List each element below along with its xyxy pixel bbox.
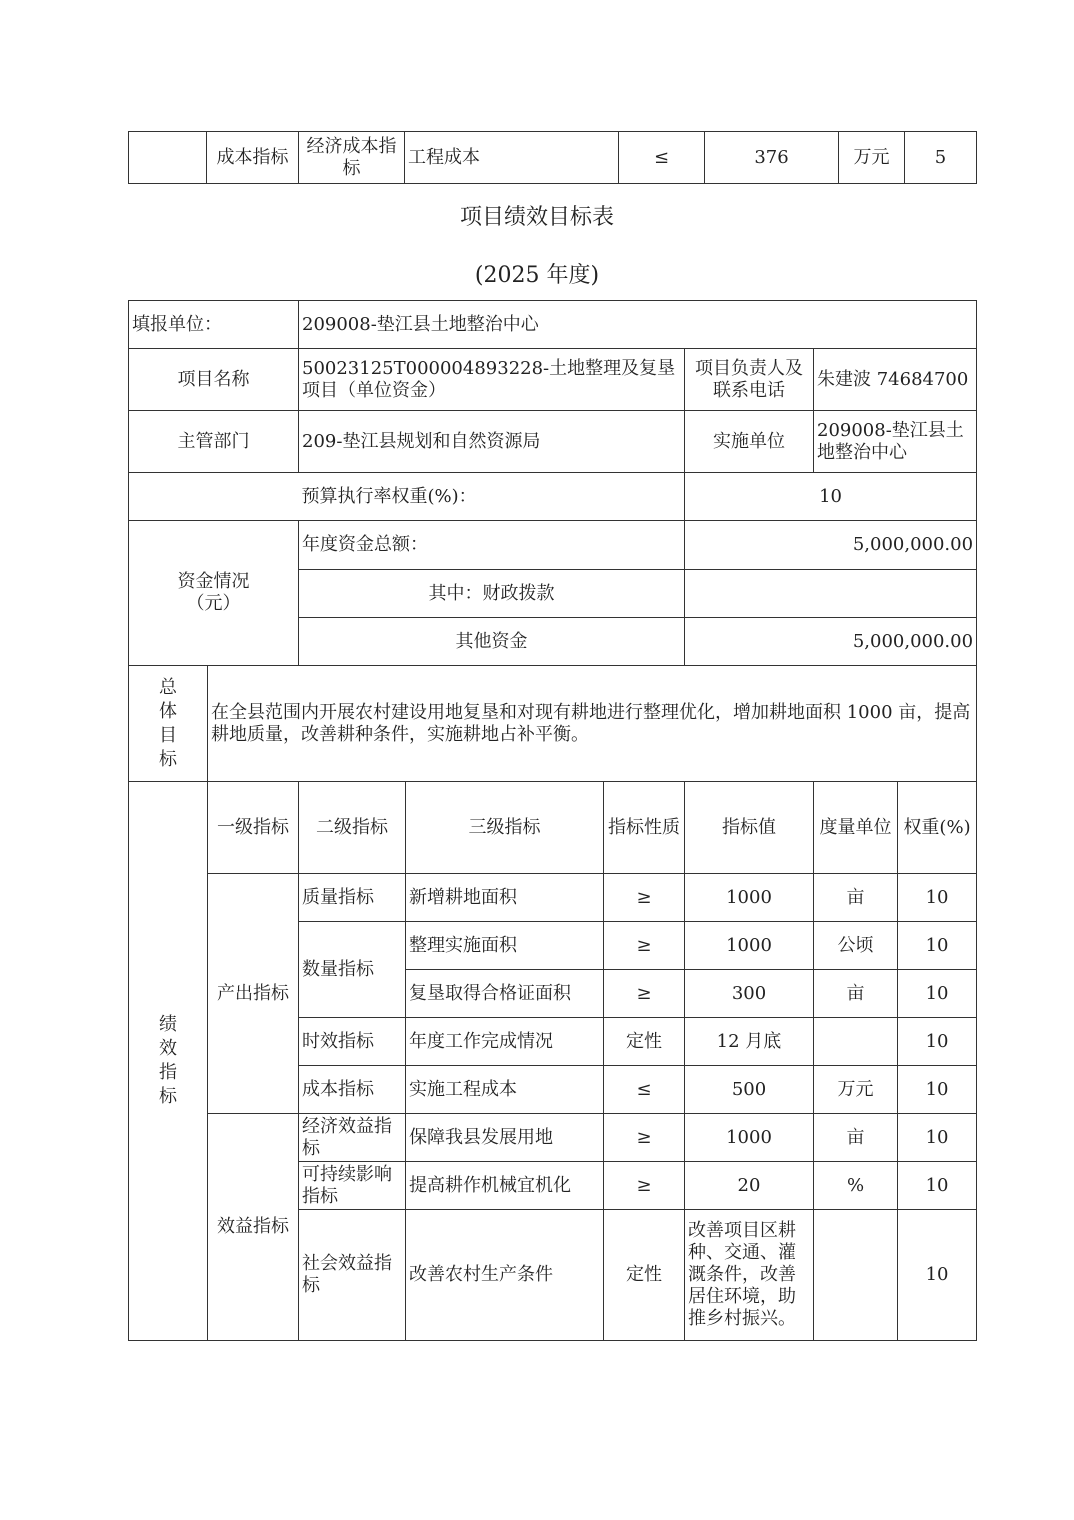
funds-other-label: 其他资金 <box>299 618 685 666</box>
project-name-value: 50023125T000004893228-土地整理及复垦项目（单位资金） <box>299 349 685 411</box>
project-name-label: 项目名称 <box>129 349 299 411</box>
weight-cell: 10 <box>898 922 977 970</box>
nature-cell: ≥ <box>604 922 685 970</box>
overall-goal-label: 总体目标 <box>129 666 208 782</box>
dept-value: 209-垫江县规划和自然资源局 <box>299 411 685 473</box>
performance-goal-table <box>128 300 977 1341</box>
weight-cell: 10 <box>898 1066 977 1114</box>
nature-cell: ≥ <box>604 970 685 1018</box>
funds-other-value: 5,000,000.00 <box>685 618 977 666</box>
unit-cell: 亩 <box>814 874 898 922</box>
unit-cell <box>814 1210 898 1341</box>
weight-cell: 10 <box>898 1210 977 1341</box>
level3-cell: 保障我县发展用地 <box>406 1114 604 1162</box>
funds-total-row <box>129 521 977 570</box>
header-weight: 权重(%) <box>898 782 977 874</box>
level3-cell: 新增耕地面积 <box>406 874 604 922</box>
funds-fiscal-label: 其中：财政拨款 <box>299 570 685 618</box>
contact-label: 项目负责人及联系电话 <box>685 349 814 411</box>
level2-cell: 社会效益指标 <box>299 1210 406 1341</box>
page-title: 项目绩效目标表 <box>459 205 614 230</box>
unit-cell: 亩 <box>814 970 898 1018</box>
indicator-header-row <box>129 782 977 874</box>
header-unit: 度量单位 <box>814 782 898 874</box>
funds-label: 资金情况（元） <box>129 521 299 666</box>
benefit-indicator-label: 效益指标 <box>208 1114 299 1341</box>
level2-cell: 成本指标 <box>299 1066 406 1114</box>
page-subtitle: (2025 年度) <box>474 263 600 288</box>
value-cell: 改善项目区耕种、交通、灌溉条件，改善居住环境，助推乡村振兴。 <box>685 1210 814 1341</box>
level3-cell: 经济成本指标 <box>299 132 405 184</box>
funds-total-value: 5,000,000.00 <box>685 521 977 570</box>
header-level1: 一级指标 <box>208 782 299 874</box>
continuation-table <box>128 131 977 184</box>
unit-cell: % <box>814 1162 898 1210</box>
weight-cell: 10 <box>898 1018 977 1066</box>
level2-cell: 质量指标 <box>299 874 406 922</box>
unit-cell: 万元 <box>814 1066 898 1114</box>
level2-cell: 数量指标 <box>299 922 406 1018</box>
nature-cell: 定性 <box>604 1018 685 1066</box>
unit-cell <box>814 1018 898 1066</box>
nature-cell: ≤ <box>604 1066 685 1114</box>
header-nature: 指标性质 <box>604 782 685 874</box>
performance-label: 绩效指标 <box>129 782 208 1341</box>
impl-unit-value: 209008-垫江县土地整治中心 <box>814 411 977 473</box>
nature-cell: 定性 <box>604 1210 685 1341</box>
nature-cell: ≥ <box>604 874 685 922</box>
contact-value: 朱建波 74684700 <box>814 349 977 411</box>
reporting-unit-value: 209008-垫江县土地整治中心 <box>299 301 977 349</box>
table-row <box>129 874 977 922</box>
budget-weight-label: 预算执行率权重(%)： <box>299 473 685 521</box>
value-cell: 20 <box>685 1162 814 1210</box>
unit-cell: 万元 <box>839 132 905 184</box>
funds-fiscal-value <box>685 570 977 618</box>
weight-cell: 5 <box>905 132 977 184</box>
level2-cell: 可持续影响指标 <box>299 1162 406 1210</box>
value-cell: 376 <box>705 132 839 184</box>
output-indicator-label: 产出指标 <box>208 874 299 1114</box>
value-cell: 500 <box>685 1066 814 1114</box>
level3-cell: 年度工作完成情况 <box>406 1018 604 1066</box>
table-row <box>129 1114 977 1162</box>
value-cell: 12 月底 <box>685 1018 814 1066</box>
indicator-cell: 工程成本 <box>405 132 619 184</box>
level1-cell <box>129 132 207 184</box>
nature-cell: ≤ <box>619 132 705 184</box>
weight-cell: 10 <box>898 874 977 922</box>
table-row <box>129 132 977 184</box>
impl-unit-label: 实施单位 <box>685 411 814 473</box>
value-cell: 1000 <box>685 1114 814 1162</box>
value-cell: 1000 <box>685 874 814 922</box>
weight-cell: 10 <box>898 1162 977 1210</box>
header-value: 指标值 <box>685 782 814 874</box>
level2-cell: 时效指标 <box>299 1018 406 1066</box>
value-cell: 1000 <box>685 922 814 970</box>
budget-weight-row <box>129 473 977 521</box>
unit-cell: 公顷 <box>814 922 898 970</box>
level3-cell: 改善农村生产条件 <box>406 1210 604 1341</box>
department-row <box>129 411 977 473</box>
funds-total-label: 年度资金总额： <box>299 521 685 570</box>
value-cell: 300 <box>685 970 814 1018</box>
level2-cell: 成本指标 <box>207 132 299 184</box>
header-level3: 三级指标 <box>406 782 604 874</box>
weight-cell: 10 <box>898 1114 977 1162</box>
weight-cell: 10 <box>898 970 977 1018</box>
project-name-row <box>129 349 977 411</box>
level2-cell: 经济效益指标 <box>299 1114 406 1162</box>
overall-goal-text: 在全县范围内开展农村建设用地复垦和对现有耕地进行整理优化，增加耕地面积 1000 亩，提高耕地质量，改善耕种条件，实施耕地占补平衡。 <box>208 666 977 782</box>
nature-cell: ≥ <box>604 1162 685 1210</box>
nature-cell: ≥ <box>604 1114 685 1162</box>
budget-weight-value: 10 <box>685 473 977 521</box>
level3-cell: 提高耕作机械宜机化 <box>406 1162 604 1210</box>
overall-goal-row <box>129 666 977 782</box>
header-level2: 二级指标 <box>299 782 406 874</box>
level3-cell: 整理实施面积 <box>406 922 604 970</box>
level3-cell: 复垦取得合格证面积 <box>406 970 604 1018</box>
level3-cell: 实施工程成本 <box>406 1066 604 1114</box>
dept-label: 主管部门 <box>129 411 299 473</box>
reporting-unit-label: 填报单位： <box>129 301 299 349</box>
unit-cell: 亩 <box>814 1114 898 1162</box>
reporting-unit-row <box>129 301 977 349</box>
